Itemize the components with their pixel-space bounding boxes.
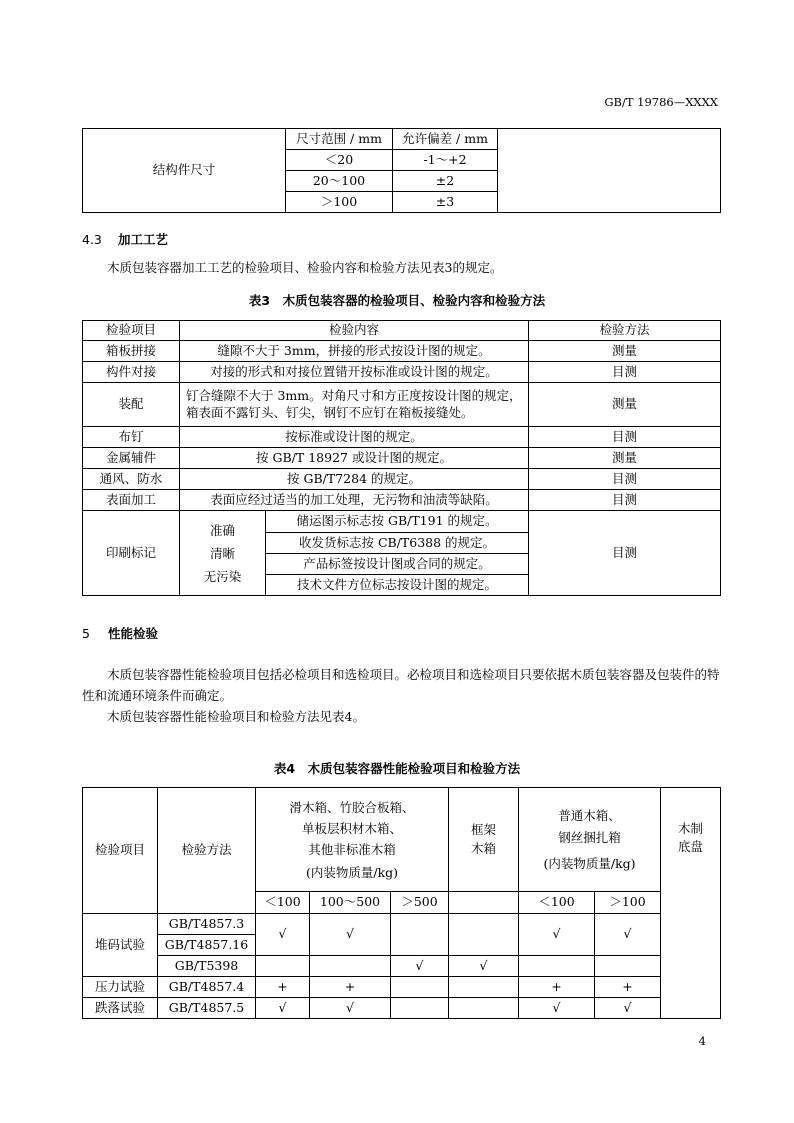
mark-cell bbox=[519, 956, 595, 977]
content-cell: 按标准或设计图的规定。 bbox=[180, 427, 529, 448]
sub-lt100: ＜100 bbox=[256, 892, 310, 914]
group1-line: 其他非标准木箱 bbox=[308, 841, 396, 857]
mark-cell bbox=[449, 914, 519, 956]
item-cell: 装配 bbox=[83, 383, 180, 427]
item-cell: 构件对接 bbox=[83, 362, 180, 383]
method-cell: 目测 bbox=[529, 469, 721, 490]
content-cell: 对接的形式和对接位置错开按标准或设计图的规定。 bbox=[180, 362, 529, 383]
content-cell: 表面应经过适当的加工处理，无污物和油渍等缺陷。 bbox=[180, 490, 529, 511]
sub-100-500: 100～500 bbox=[310, 892, 391, 914]
print-sub-content: 储运图示标志按 GB/T191 的规定。 bbox=[266, 511, 529, 533]
table3-caption: 表3 木质包装容器的检验项目、检验内容和检验方法 bbox=[248, 293, 546, 308]
mark-cell: + bbox=[519, 977, 595, 998]
tolerance-header: 允许偏差 / mm bbox=[393, 129, 498, 150]
mark-cell bbox=[391, 977, 449, 998]
print-sub-content: 收发货标志按 CB/T6388 的规定。 bbox=[266, 533, 529, 554]
method-cell: 目测 bbox=[529, 427, 721, 448]
frame-line: 木箱 bbox=[471, 840, 497, 856]
method-cell: 测量 bbox=[529, 383, 721, 427]
header-content: 检验内容 bbox=[180, 321, 529, 341]
sub2-lt100: ＜100 bbox=[519, 892, 595, 914]
method-cell: 目测 bbox=[529, 490, 721, 511]
header-item: 检验项目 bbox=[83, 321, 180, 341]
mark-cell bbox=[391, 914, 449, 956]
group1-line: 单板层积材木箱、 bbox=[302, 820, 403, 836]
mark-cell: √ bbox=[519, 914, 595, 956]
header-group1 bbox=[256, 788, 449, 892]
mark-cell: + bbox=[595, 977, 661, 998]
drop-method: GB/T4857.5 bbox=[158, 998, 256, 1019]
sub-gt500: ＞500 bbox=[391, 892, 449, 914]
print-mark-item: 印刷标记 bbox=[83, 511, 180, 596]
sub2-gt100: ＞100 bbox=[595, 892, 661, 914]
size-range: 20～100 bbox=[286, 171, 393, 192]
mark-cell bbox=[595, 956, 661, 977]
pressure-test-label: 压力试验 bbox=[83, 977, 158, 998]
tolerance: -1～+2 bbox=[393, 150, 498, 171]
mark-cell bbox=[256, 956, 310, 977]
drop-test-label: 跌落试验 bbox=[83, 998, 158, 1019]
mark-cell: √ bbox=[391, 956, 449, 977]
section-5-heading bbox=[82, 624, 158, 642]
item-cell: 通风、防水 bbox=[83, 469, 180, 490]
content-cell: 钉合缝隙不大于 3mm。对角尺寸和方正度按设计图的规定，箱表面不露钉头、钉尖，钢钉不应钉在箱板接缝处。 bbox=[180, 383, 529, 427]
section-number: 5 bbox=[82, 626, 90, 641]
stack-method: GB/T5398 bbox=[158, 956, 256, 977]
print-criteria bbox=[180, 511, 266, 596]
section-5-para2: 木质包装容器性能检验项目和检验方法见表4。 bbox=[107, 709, 365, 724]
table4 bbox=[82, 787, 721, 1019]
item-cell: 布钉 bbox=[83, 427, 180, 448]
frame-line: 框架 bbox=[471, 822, 497, 838]
page-number: 4 bbox=[698, 1034, 706, 1048]
mark-cell: √ bbox=[310, 998, 391, 1019]
section-number: 4.3 bbox=[82, 232, 102, 247]
section-4-3-text: 木质包装容器加工工艺的检验项目、检验内容和检验方法见表3的规定。 bbox=[107, 260, 503, 275]
group1-unit: (内装物质量/kg) bbox=[305, 864, 399, 880]
stack-method: GB/T4857.16 bbox=[158, 935, 256, 956]
method-cell: 测量 bbox=[529, 341, 721, 362]
mark-cell: + bbox=[256, 977, 310, 998]
mark-cell: √ bbox=[310, 914, 391, 956]
pressure-method: GB/T4857.4 bbox=[158, 977, 256, 998]
header-wood-base bbox=[661, 788, 721, 1019]
mark-cell: √ bbox=[449, 956, 519, 977]
section-title: 加工工艺 bbox=[118, 232, 169, 247]
sub-frame-blank bbox=[449, 892, 519, 914]
group1-line: 滑木箱、竹胶合板箱、 bbox=[289, 799, 415, 815]
mark-cell bbox=[449, 998, 519, 1019]
table4-caption: 表4 木质包装容器性能检验项目和检验方法 bbox=[273, 761, 521, 776]
stack-method: GB/T4857.3 bbox=[158, 914, 256, 935]
criteria-clear: 清晰 bbox=[209, 545, 235, 561]
tolerance: ±2 bbox=[393, 171, 498, 192]
size-range: ＞100 bbox=[286, 192, 393, 213]
header-test-method: 检验方法 bbox=[158, 788, 256, 914]
base-line: 木制 bbox=[678, 821, 704, 836]
criteria-no-pollution: 无污染 bbox=[203, 568, 242, 584]
mark-cell bbox=[391, 998, 449, 1019]
method-cell: 测量 bbox=[529, 448, 721, 469]
content-cell: 按 GB/T 18927 或设计图的规定。 bbox=[180, 448, 529, 469]
header-method: 检验方法 bbox=[529, 321, 721, 341]
mark-cell: + bbox=[310, 977, 391, 998]
method-cell: 目测 bbox=[529, 362, 721, 383]
print-method: 目测 bbox=[529, 511, 721, 596]
group2-line: 钢丝捆扎箱 bbox=[558, 829, 621, 845]
size-range-header: 尺寸范围 / mm bbox=[286, 129, 393, 150]
mark-cell: √ bbox=[256, 914, 310, 956]
content-cell: 缝隙不大于 3mm，拼接的形式按设计图的规定。 bbox=[180, 341, 529, 362]
standard-code: GB/T 19786—XXXX bbox=[604, 95, 718, 109]
structure-size-label: 结构件尺寸 bbox=[83, 129, 286, 213]
base-line: 底盘 bbox=[678, 839, 704, 855]
mark-cell: √ bbox=[519, 998, 595, 1019]
mark-cell bbox=[310, 956, 391, 977]
print-sub-content: 技术文件方位标志按设计图的规定。 bbox=[266, 575, 529, 596]
size-range: ＜20 bbox=[286, 150, 393, 171]
table3 bbox=[82, 320, 721, 596]
section-4-3-heading bbox=[82, 230, 168, 248]
item-cell: 表面加工 bbox=[83, 490, 180, 511]
content-cell: 按 GB/T7284 的规定。 bbox=[180, 469, 529, 490]
item-cell: 金属辅件 bbox=[83, 448, 180, 469]
mark-cell: √ bbox=[256, 998, 310, 1019]
stack-test-label: 堆码试验 bbox=[83, 914, 158, 977]
section-title: 性能检验 bbox=[108, 626, 159, 641]
tolerance: ±3 bbox=[393, 192, 498, 213]
header-test-item: 检验项目 bbox=[83, 788, 158, 914]
group2-line: 普通木箱、 bbox=[558, 807, 621, 823]
header-frame-box bbox=[449, 788, 519, 892]
mark-cell: √ bbox=[595, 998, 661, 1019]
print-sub-content: 产品标签按设计图或合同的规定。 bbox=[266, 554, 529, 575]
structure-size-table bbox=[82, 128, 721, 213]
mark-cell bbox=[449, 977, 519, 998]
blank-cell bbox=[498, 129, 721, 213]
item-cell: 箱板拼接 bbox=[83, 341, 180, 362]
header-group2 bbox=[519, 788, 661, 892]
criteria-accurate: 准确 bbox=[209, 522, 235, 538]
group2-unit: (内装物质量/kg) bbox=[543, 855, 636, 871]
section-5-para1: 木质包装容器性能检验项目包括必检项目和选检项目。必检项目和选检项目只要依据木质包装容器及包装件的特性和流通环境条件而确定。 bbox=[82, 667, 720, 703]
mark-cell: √ bbox=[595, 914, 661, 956]
